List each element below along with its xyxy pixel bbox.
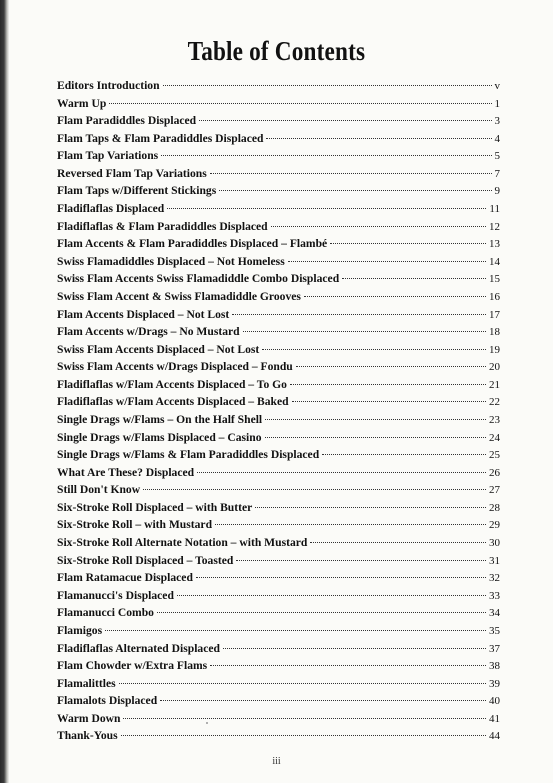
toc-entry-title: Flamigos	[57, 623, 103, 637]
toc-entry	[57, 220, 500, 238]
toc-entry-title: Flam Accents & Flam Paradiddles Displaced – Flambé	[57, 237, 328, 251]
toc-entry-title: Flam Chowder w/Extra Flams	[57, 659, 208, 673]
toc-entry-title: Swiss Flam Accents Displaced – Not Lost	[57, 342, 260, 356]
toc-entry-title: Swiss Flam Accents Swiss Flamadiddle Combo Displaced	[57, 272, 340, 286]
toc-entry-title: Single Drags w/Flams – On the Half Shell	[57, 412, 263, 426]
dot-leader	[215, 524, 486, 525]
toc-entry-title: Six-Stroke Roll Alternate Notation – with Mustard	[57, 536, 308, 550]
toc-entry	[57, 589, 500, 607]
toc-entry-page: 21	[489, 378, 500, 391]
toc-entry	[57, 202, 500, 220]
toc-entry-page: 33	[489, 589, 500, 602]
toc-entry-page: 16	[489, 290, 500, 303]
toc-entry-page: 9	[494, 185, 500, 198]
toc-entry	[57, 132, 500, 150]
dot-leader	[342, 278, 486, 279]
table-of-contents	[57, 79, 500, 747]
toc-entry	[57, 272, 500, 290]
toc-entry	[57, 677, 500, 695]
toc-entry-page: 5	[494, 150, 500, 163]
dot-leader	[304, 296, 486, 297]
dot-leader	[292, 401, 486, 402]
toc-entry-title: Flam Accents Displaced – Not Lost	[57, 307, 230, 321]
toc-entry	[57, 571, 500, 589]
toc-entry	[57, 483, 500, 501]
toc-entry	[57, 308, 500, 326]
toc-entry-title: Fladiflaflas w/Flam Accents Displaced – Baked	[57, 395, 289, 409]
toc-entry	[57, 149, 500, 167]
toc-entry-title: Flamalots Displaced	[57, 694, 158, 708]
dot-leader	[290, 384, 486, 385]
dot-leader	[243, 331, 486, 332]
dot-leader	[210, 665, 486, 666]
dot-leader	[143, 489, 486, 490]
toc-entry-page: 32	[489, 572, 500, 585]
dot-leader	[109, 103, 491, 104]
dot-leader	[322, 454, 486, 455]
dot-leader	[197, 472, 486, 473]
toc-entry	[57, 431, 500, 449]
toc-entry-page: 24	[489, 431, 500, 444]
dot-leader	[296, 366, 486, 367]
toc-entry-page: 15	[489, 273, 500, 286]
toc-entry-title: Swiss Flamadiddles Displaced – Not Homeless	[57, 254, 285, 268]
toc-entry-title: Editors Introduction	[57, 79, 160, 92]
dot-leader	[262, 349, 486, 350]
paper-speck	[206, 722, 208, 724]
toc-entry-page: 37	[489, 642, 500, 655]
toc-entry-title: Flam Paradiddles Displaced	[57, 114, 197, 128]
toc-entry-title: Swiss Flam Accent & Swiss Flamadiddle Grooves	[57, 289, 301, 303]
toc-entry-page: 3	[494, 115, 500, 128]
toc-entry-page: 25	[489, 449, 500, 462]
toc-entry-page: 13	[489, 238, 500, 251]
page-edge-shadow	[0, 0, 9, 783]
dot-leader	[288, 261, 486, 262]
toc-entry	[57, 114, 500, 132]
toc-entry-page: 22	[489, 396, 500, 409]
toc-entry-title: Warm Up	[57, 96, 107, 110]
dot-leader	[219, 190, 491, 191]
toc-entry-page: 17	[489, 308, 500, 321]
toc-entry	[57, 167, 500, 185]
dot-leader	[163, 85, 492, 86]
toc-entry-title: Flam Taps & Flam Paradiddles Displaced	[57, 131, 264, 145]
toc-entry-page: 1	[494, 97, 500, 110]
dot-leader	[119, 683, 486, 684]
toc-entry-page: 41	[489, 712, 500, 725]
toc-entry-page: 7	[494, 167, 500, 180]
toc-entry-title: Fladiflaflas & Flam Paradiddles Displaced	[57, 219, 268, 233]
toc-entry	[57, 395, 500, 413]
dot-leader	[177, 595, 486, 596]
toc-entry-title: Single Drags w/Flams & Flam Paradiddles Displaced	[57, 448, 320, 462]
toc-entry-page: 14	[489, 255, 500, 268]
toc-entry	[57, 518, 500, 536]
toc-entry-title: Reversed Flam Tap Variations	[57, 166, 207, 180]
toc-entry-title: Warm Down	[57, 711, 121, 725]
toc-entry-page: 11	[489, 203, 500, 216]
toc-entry-page: 34	[489, 607, 500, 620]
dot-leader	[232, 314, 486, 315]
dot-leader	[167, 208, 486, 209]
toc-entry-title: Flam Tap Variations	[57, 149, 159, 163]
toc-entry	[57, 729, 500, 747]
dot-leader	[210, 173, 492, 174]
dot-leader	[161, 155, 491, 156]
dot-leader	[265, 419, 486, 420]
dot-leader	[105, 630, 486, 631]
toc-entry-title: Flamanucci's Displaced	[57, 588, 174, 602]
toc-entry-title: Fladiflaflas Displaced	[57, 202, 165, 216]
toc-entry-page: 40	[489, 695, 500, 708]
toc-entry-page: 26	[489, 466, 500, 479]
toc-entry	[57, 290, 500, 308]
toc-entry	[57, 79, 500, 97]
toc-entry-title: Fladiflaflas Alternated Displaced	[57, 641, 220, 655]
toc-entry-page: 29	[489, 519, 500, 532]
toc-entry-page: 18	[489, 326, 500, 339]
toc-entry-page: 39	[489, 677, 500, 690]
toc-entry	[57, 712, 500, 730]
dot-leader	[123, 718, 486, 719]
toc-entry-title: Thank-Yous	[57, 729, 118, 743]
toc-entry	[57, 466, 500, 484]
toc-entry-title: Flam Ratamacue Displaced	[57, 571, 193, 585]
toc-entry-title: Single Drags w/Flams Displaced – Casino	[57, 430, 262, 444]
toc-entry	[57, 536, 500, 554]
toc-entry-page: 19	[489, 343, 500, 356]
toc-entry	[57, 624, 500, 642]
toc-entry	[57, 501, 500, 519]
toc-entry-page: 20	[489, 361, 500, 374]
toc-entry-page: v	[494, 80, 500, 92]
dot-leader	[310, 542, 486, 543]
toc-entry-page: 30	[489, 537, 500, 550]
toc-entry-title: Flam Accents w/Drags – No Mustard	[57, 325, 240, 339]
toc-entry-page: 23	[489, 413, 500, 426]
toc-entry	[57, 343, 500, 361]
toc-entry-page: 31	[489, 554, 500, 567]
dot-leader	[271, 226, 486, 227]
toc-entry-title: Six-Stroke Roll Displaced – Toasted	[57, 553, 234, 567]
toc-entry	[57, 378, 500, 396]
page-number: iii	[272, 756, 281, 767]
toc-entry	[57, 255, 500, 273]
toc-entry-page: 28	[489, 501, 500, 514]
toc-entry-page: 35	[489, 624, 500, 637]
toc-entry-page: 44	[489, 730, 500, 743]
dot-leader	[255, 507, 486, 508]
toc-entry-title: What Are These? Displaced	[57, 465, 195, 479]
dot-leader	[199, 120, 491, 121]
dot-leader	[160, 700, 486, 701]
toc-entry-title: Still Don't Know	[57, 483, 141, 497]
dot-leader	[157, 612, 486, 613]
toc-entry	[57, 554, 500, 572]
toc-entry-title: Flamanucci Combo	[57, 606, 154, 620]
dot-leader	[266, 138, 491, 139]
dot-leader	[196, 577, 486, 578]
toc-entry	[57, 413, 500, 431]
toc-entry	[57, 97, 500, 115]
toc-entry-title: Six-Stroke Roll Displaced – with Butter	[57, 500, 253, 514]
toc-entry-title: Six-Stroke Roll – with Mustard	[57, 518, 213, 532]
toc-entry	[57, 659, 500, 677]
toc-entry	[57, 642, 500, 660]
page-title: Table of Contents	[187, 36, 366, 66]
toc-entry-page: 12	[489, 220, 500, 233]
toc-entry-title: Swiss Flam Accents w/Drags Displaced – Fondu	[57, 360, 293, 374]
toc-entry-title: Flam Taps w/Different Stickings	[57, 184, 217, 198]
toc-entry	[57, 694, 500, 712]
dot-leader	[121, 735, 486, 736]
toc-entry-title: Flamalittles	[57, 676, 116, 690]
dot-leader	[236, 560, 486, 561]
dot-leader	[223, 648, 486, 649]
toc-entry	[57, 325, 500, 343]
dot-leader	[265, 437, 486, 438]
toc-entry-page: 4	[494, 132, 500, 145]
toc-entry	[57, 448, 500, 466]
toc-entry	[57, 237, 500, 255]
toc-entry	[57, 360, 500, 378]
toc-entry	[57, 606, 500, 624]
toc-entry	[57, 184, 500, 202]
dot-leader	[330, 243, 486, 244]
toc-entry-page: 27	[489, 484, 500, 497]
toc-entry-title: Fladiflaflas w/Flam Accents Displaced – To Go	[57, 377, 287, 391]
toc-entry-page: 38	[489, 660, 500, 673]
